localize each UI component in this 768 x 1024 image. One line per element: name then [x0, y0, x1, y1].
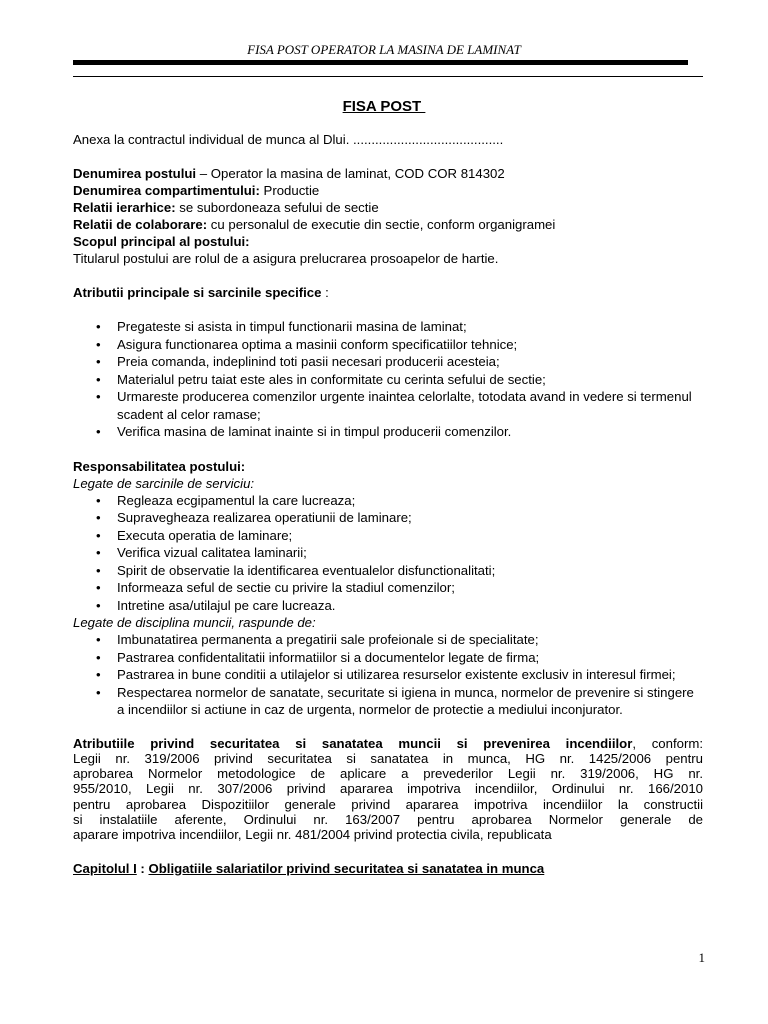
bullet-icon: •: [96, 389, 101, 404]
securitate-line: Legii nr. 319/2006 privind securitatea si sanatatea in munca, HG nr. 1425/2006 pentru: [73, 750, 703, 766]
field-compartiment: [73, 182, 703, 199]
bullet-icon: •: [96, 667, 101, 682]
list-item: • Verifica masina de laminat inainte si in timpul producerii comenzilor.: [96, 424, 512, 439]
list-item: • Urmareste producerea comenzilor urgente inaintea celorlalte, totodata avand in vedere si termenul scadent al celor ramase;: [96, 389, 692, 422]
heading-suffix: :: [321, 285, 329, 300]
field-value: se subordoneaza sefului de sectie: [175, 200, 379, 215]
responsabilitate-heading: Responsabilitatea postului:: [73, 458, 246, 474]
list-item: • Intretine asa/utilajul pe care lucreaza.: [96, 597, 336, 613]
responsabilitate-sub2: Legate de disciplina muncii, raspunde de:: [73, 615, 316, 630]
securitate-line: pentru aprobarea Dispozitiilor generale privind apararea impotriva incendiilor la constructii: [73, 796, 703, 812]
list-item: • Imbunatatirea permanenta a pregatirii sale profeionale si de specialitate;: [96, 632, 539, 647]
field-value: cu personalul de executie din sectie, conform organigramei: [207, 217, 556, 232]
section-heading: Atributii principale si sarcinile specifice: [73, 285, 322, 300]
securitate-line: aprobarea Normelor metodologice de aplicare a prevederilor Legii nr. 319/2006, HG nr.: [73, 766, 703, 782]
bullet-icon: •: [96, 510, 101, 525]
bullet-icon: •: [96, 492, 101, 508]
capitol-title: Obligatiile salariatilor privind securitatea si sanatatea in munca: [148, 860, 545, 876]
list-item: • Spirit de observatie la identificarea eventualelor disfunctionalitati;: [96, 562, 496, 578]
field-scop-value: Titularul postului are rolul de a asigura prelucrarea prosoapelor de hartie.: [73, 251, 499, 266]
securitate-line: 955/2010, Legii nr. 307/2006 privind apararea impotriva incendiilor, Ordinului nr. 166/2010: [73, 781, 703, 797]
list-item: • Informeaza seful de sectie cu privire la stadiul comenzilor;: [96, 580, 455, 595]
bullet-icon: •: [96, 632, 101, 647]
list-item: • Preia comanda, indeplinind toti pasii necesari producerii acesteia;: [96, 354, 500, 369]
document-title: FISA POST: [342, 98, 426, 115]
list-item: • Supravegheaza realizarea operatiunii de laminare;: [96, 510, 412, 525]
field-value: – Operator la masina de laminat, COD COR 814302: [196, 166, 505, 181]
running-header: FISA POST OPERATOR LA MASINA DE LAMINAT: [247, 42, 521, 57]
bullet-icon: •: [96, 527, 101, 543]
bullet-icon: •: [96, 597, 101, 613]
bullet-icon: •: [96, 580, 101, 595]
securitate-line: aparare impotriva incendiilor, Legii nr. 481/2004 privind protectia civila, republicata: [73, 827, 552, 843]
field-ierarhice: [73, 199, 703, 216]
bullet-icon: •: [96, 354, 101, 369]
bullet-icon: •: [96, 545, 101, 560]
capitol-label: Capitolul I: [73, 860, 137, 876]
capitol-heading: [73, 860, 703, 877]
bullet-icon: •: [96, 649, 101, 665]
header-rule-thick: [73, 60, 688, 65]
list-item: • Pregateste si asista in timpul functionarii masina de laminat;: [96, 319, 467, 334]
responsabilitate-list-2: [73, 631, 703, 719]
field-label: Denumirea postului: [73, 166, 197, 181]
header-rule-thin: [73, 76, 703, 77]
atributii-list: [73, 318, 703, 441]
section-heading: Atributiile privind securitatea si sanatatea muncii si prevenirea incendiilor: [73, 735, 633, 751]
list-item: • Pastrarea confidentalitatii informatiilor si a documentelor legate de firma;: [96, 649, 540, 665]
securitate-line: Atributiile privind securitatea si sanatatea muncii si prevenirea incendiilor, conform:: [73, 735, 703, 751]
capitol-separator: :: [136, 860, 149, 876]
bullet-icon: •: [96, 424, 101, 439]
securitate-line: si instalatiile aferente, Ordinului nr. 163/2007 pentru aprobarea Normelor generale de: [73, 811, 703, 827]
field-label: Relatii ierarhice:: [73, 200, 176, 215]
list-item: • Materialul petru taiat este ales in conformitate cu cerinta sefului de sectie;: [96, 371, 546, 387]
document-body: [73, 131, 703, 877]
bullet-icon: •: [96, 319, 101, 334]
list-item: • Respectarea normelor de sanatate, securitate si igiena in munca, normelor de prevenire si stingere a incendiilor si actiune in caz de urgenta, normelor de protectie a mediului inconjurator.: [96, 684, 694, 717]
field-colaborare: [73, 216, 703, 233]
list-item: • Executa operatia de laminare;: [96, 527, 293, 543]
bullet-icon: •: [96, 684, 101, 700]
list-item: • Pastrarea in bune conditii a utilajelor si utilizarea resurselor existente exclusiv in interesul firmei;: [96, 667, 676, 682]
field-label: Denumirea compartimentului:: [73, 183, 260, 198]
list-item: • Regleaza ecgipamentul la care lucreaza;: [96, 492, 356, 508]
list-item: • Verifica vizual calitatea laminarii;: [96, 545, 307, 560]
page-number: 1: [698, 950, 705, 965]
field-denumirea: [73, 165, 703, 182]
annex-line: Anexa la contractul individual de munca al Dlui. .........................................: [73, 132, 504, 147]
bullet-icon: •: [96, 562, 101, 578]
list-item: • Asigura functionarea optima a masinii conform specificatiilor tehnice;: [96, 336, 518, 352]
field-label: Relatii de colaborare:: [73, 217, 208, 232]
field-scop-label: Scopul principal al postului:: [73, 234, 250, 249]
bullet-icon: •: [96, 371, 101, 387]
atributii-heading: [73, 284, 703, 301]
bullet-icon: •: [96, 336, 101, 352]
responsabilitate-list-1: [73, 492, 703, 615]
field-value: Productie: [259, 183, 320, 198]
responsabilitate-sub1: Legate de sarcinile de serviciu:: [73, 475, 255, 491]
